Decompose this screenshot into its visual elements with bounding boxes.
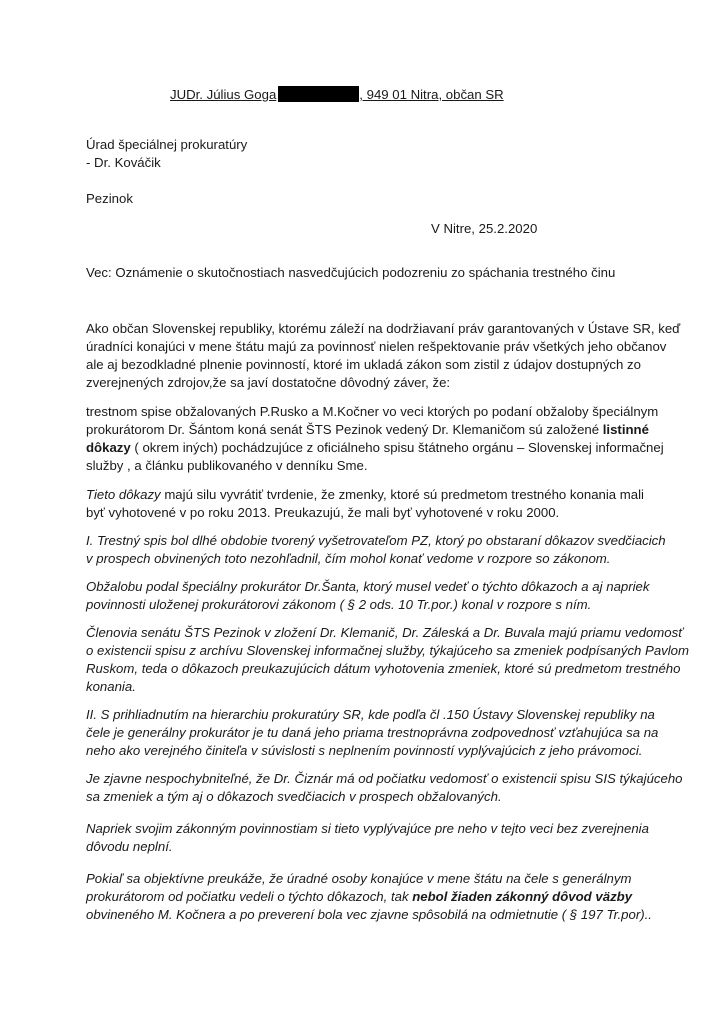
text-segment: majú silu vyvrátiť tvrdenie, že zmenky, ktoré sú predmetom trestného konania mali — [160, 487, 644, 502]
text-line: II. S prihliadnutím na hierarchiu prokuratúry SR, kde podľa čl .150 Ústavy Slovenskej republiky na — [86, 707, 655, 722]
text-line: povinnosti uloženej prokurátorovi zákonom ( § 2 ods. 10 Tr.por.) konal v rozpore s ním. — [86, 597, 592, 612]
text-line: Pokiaľ sa objektívne preukáže, že úradné osoby konajúce v mene štátu na čele s generálnym — [86, 871, 632, 886]
text-line: Členovia senátu ŠTS Pezinok v zložení Dr. Klemanič, Dr. Záleská a Dr. Buvala majú priamu vedomosť — [86, 625, 683, 640]
section-one-paragraph — [86, 532, 666, 568]
text-line: neho ako verejného činiteľa v súvislosti s neplnením povinností vyplývajúcich z jeho právomoci. — [86, 743, 643, 758]
text-line: čele je generálny prokurátor je tu daná jeho priama trestnoprávna zodpovednosť vzťahujúca sa na — [86, 725, 659, 740]
sender-header — [170, 86, 504, 104]
text-line: Je zjavne nespochybniteľné, že Dr. Čiznár má od počiatku vedomosť o existencii spisu SIS týkajúceho — [86, 771, 683, 786]
sender-address: , 949 01 Nitra, občan SR — [359, 87, 504, 102]
text-line: Napriek svojim zákonným povinnostiam si tieto vyplývajúce pre neho v tejto veci bez zverejnenia — [86, 821, 649, 836]
evidence-claim-paragraph — [86, 486, 642, 522]
conclusion-paragraph — [86, 870, 652, 924]
text-line: služby , a článku publikovaného v denníku Sme. — [86, 458, 368, 473]
text-line: úradníci konajúci v mene štátu majú za povinnosť nielen rešpektovanie práv všetkých jeho občanov — [86, 339, 667, 354]
bold-text: nebol žiaden zákonný dôvod väzby — [412, 889, 633, 904]
section-two-paragraph — [86, 706, 659, 760]
redacted-address-block — [278, 86, 359, 102]
text-line: Obžalobu podal špeciálny prokurátor Dr.Šanta, ktorý musel vedeť o týchto dôkazoch a aj napriek — [86, 579, 650, 594]
italic-text: Tieto dôkazy — [86, 487, 161, 502]
text-segment: prokurátorom od počiatku vedeli o týchto dôkazoch, tak — [86, 889, 413, 904]
subject-line: Vec: Oznámenie o skutočnostiach nasvedčujúcich podozreniu zo spáchania trestného činu — [86, 265, 616, 280]
text-line: konania. — [86, 679, 136, 694]
recipient-office: Úrad špeciálnej prokuratúry — [86, 137, 248, 152]
text-segment: ( okrem iných) pochádzujúce z oficiálneho spisu štátneho orgánu – Slovenskej informačnej — [130, 440, 664, 455]
recipient-person: - Dr. Kováčik — [86, 155, 161, 170]
text-line: o existencii spisu z archívu Slovenskej informačnej služby, týkajúceho sa zmeniek podpísaných Pavlom — [86, 643, 690, 658]
sender-name: JUDr. Július Goga — [170, 87, 277, 102]
prosecutor-paragraph — [86, 578, 650, 614]
text-line: ale aj bezodkladné plnenie povinností, ktoré im ukladá zákon som zistil z údajov dostupných zo — [86, 357, 641, 372]
evidence-paragraph — [86, 403, 664, 475]
text-line: v prospech obvinených toto nezohľadnil, čím mohol konať vedome v rozpore so zákonom. — [86, 551, 611, 566]
bold-text: dôkazy — [86, 440, 131, 455]
text-line: trestnom spise obžalovaných P.Rusko a M.Kočner vo veci ktorých po podaní obžaloby špeciálnym — [86, 404, 659, 419]
bold-text: listinné — [602, 422, 649, 437]
date-line: V Nitre, 25.2.2020 — [431, 221, 538, 236]
text-line — [86, 421, 649, 439]
text-line — [86, 439, 664, 457]
text-line: dôvodu neplní. — [86, 839, 173, 854]
text-line: byť vyhotovené v po roku 2013. Preukazujú, že mali byť vyhotovené v roku 2000. — [86, 505, 560, 520]
duties-paragraph — [86, 820, 649, 856]
intro-paragraph — [86, 320, 681, 392]
text-line — [86, 888, 642, 906]
text-line: Ruskom, teda o dôkazoch preukazujúcich dátum vyhotovenia zmeniek, ktoré sú predmetom trestného — [86, 661, 681, 676]
text-line: zverejnených zdrojov,že sa javí dostatočne dôvodný záver, že: — [86, 375, 451, 390]
text-line — [86, 486, 642, 504]
text-segment: prokurátorom Dr. Šántom koná senát ŠTS Pezinok vedený Dr. Klemaničom sú založené — [86, 422, 603, 437]
text-line: obvineného M. Kočnera a po preverení bola vec zjavne spôsobilá na odmietnutie ( § 197 Tr.por).. — [86, 907, 652, 922]
text-line: I. Trestný spis bol dlhé obdobie tvorený vyšetrovateľom PZ, ktorý po obstaraní dôkazov svedčiacich — [86, 533, 666, 548]
text-line: sa zmeniek a tým aj o dôkazoch svedčiacich v prospech obžalovaných. — [86, 789, 502, 804]
text-line: Ako občan Slovenskej republiky, ktorému záleží na dodržiavaní práv garantovaných v Ústave SR, keď — [86, 321, 681, 336]
senate-paragraph — [86, 624, 690, 696]
recipient-city: Pezinok — [86, 191, 133, 206]
general-prosecutor-paragraph — [86, 770, 683, 806]
